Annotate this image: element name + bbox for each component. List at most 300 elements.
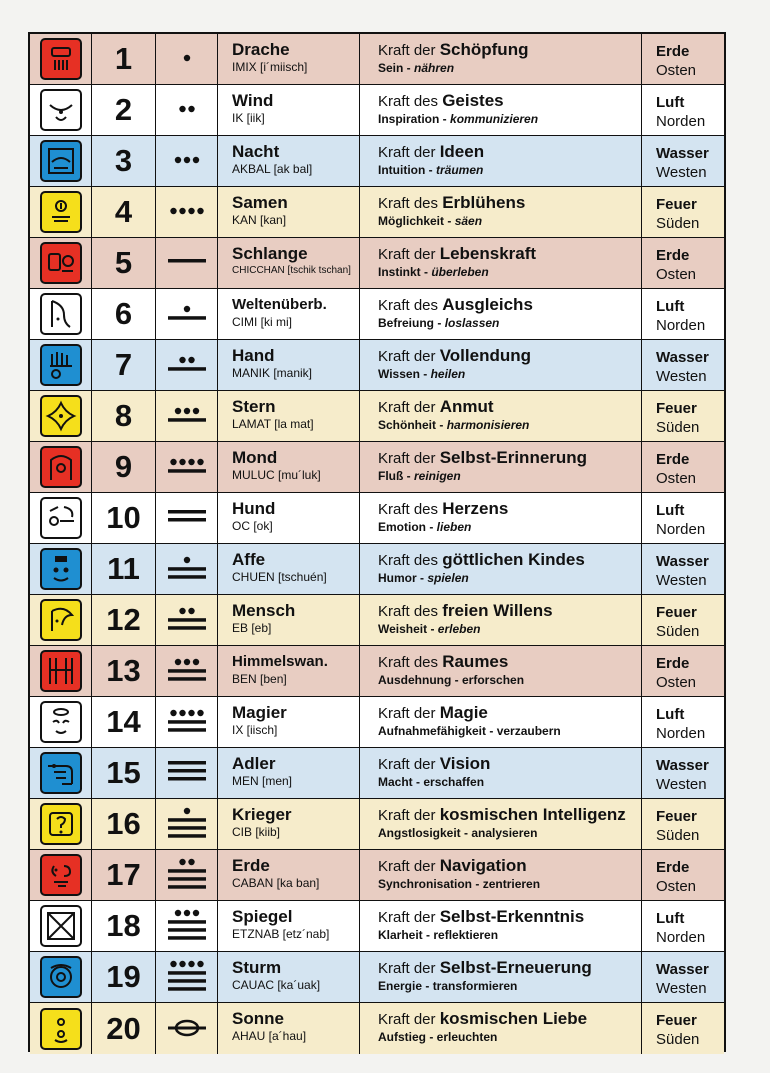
sign-pronunciation: CHICCHAN [tschik tschan] (232, 265, 351, 276)
sign-number: 15 (92, 748, 156, 798)
element-name: Erde (656, 859, 690, 876)
glyph-cell (30, 748, 92, 798)
power-prefix: Kraft des (378, 195, 439, 212)
power-quality: Fluß - reinigen (378, 469, 461, 483)
glyph-cell (30, 340, 92, 390)
sign-name-cell (218, 289, 360, 339)
sign-name: Wind (232, 91, 274, 110)
power-quality: Befreiung - loslassen (378, 316, 500, 330)
power-title (378, 805, 641, 825)
sign-pronunciation: KAN [kan] (232, 213, 287, 227)
action-verb: erleuchten (436, 1030, 498, 1044)
sign-row (30, 340, 724, 391)
element-name: Feuer (656, 604, 697, 621)
action-verb: loslassen (444, 316, 500, 330)
power-cell (360, 238, 642, 288)
sign-number: 13 (92, 646, 156, 696)
sign-number: 19 (92, 952, 156, 1002)
power-prefix: Kraft der (378, 705, 436, 722)
mirror-glyph-icon (40, 905, 82, 947)
element-cell (642, 238, 724, 288)
power-title (378, 1009, 641, 1029)
sign-row (30, 289, 724, 340)
direction-name: Westen (656, 980, 707, 997)
power-name: freien Willens (442, 601, 553, 620)
power-quality: Inspiration - kommunizieren (378, 112, 539, 126)
dot-bar-numeral (156, 187, 218, 237)
sign-name-cell (218, 901, 360, 951)
action-verb: spielen (427, 571, 469, 585)
element-name: Wasser (656, 961, 709, 978)
sign-number: 12 (92, 595, 156, 645)
sign-pronunciation: BEN [ben] (232, 672, 287, 686)
power-prefix: Kraft des (378, 654, 439, 671)
power-title (378, 652, 641, 672)
element-name: Luft (656, 94, 685, 111)
sign-row (30, 85, 724, 136)
power-prefix: Kraft des (378, 93, 439, 110)
power-title (378, 244, 641, 264)
power-prefix: Kraft der (378, 960, 436, 977)
power-title (378, 448, 641, 468)
dot-bar-numeral (156, 850, 218, 900)
sign-pronunciation: EB [eb] (232, 621, 272, 635)
power-name: Ideen (439, 142, 485, 161)
sign-row (30, 850, 724, 901)
action-verb: träumen (436, 163, 484, 177)
skywalker-glyph-icon (40, 650, 82, 692)
action-verb: nähren (414, 61, 455, 75)
mayan-signs-table (28, 32, 726, 1052)
quality-word: Intuition (378, 163, 426, 177)
power-name: Lebenskraft (439, 244, 537, 263)
sign-name-cell (218, 85, 360, 135)
power-quality: Instinkt - überleben (378, 265, 489, 279)
action-verb: kommunizieren (450, 112, 539, 126)
direction-name: Westen (656, 572, 707, 589)
element-name: Feuer (656, 808, 697, 825)
power-prefix: Kraft des (378, 603, 439, 620)
element-cell (642, 850, 724, 900)
sign-name-cell (218, 850, 360, 900)
glyph-cell (30, 697, 92, 747)
element-cell (642, 748, 724, 798)
power-title (378, 346, 641, 366)
sign-number: 1 (92, 34, 156, 84)
action-verb: erschaffen (423, 775, 485, 789)
power-cell (360, 595, 642, 645)
power-prefix: Kraft der (378, 909, 436, 926)
sign-row (30, 238, 724, 289)
sign-pronunciation: IK [iik] (232, 111, 265, 125)
dot-bar-numeral (156, 340, 218, 390)
sign-row (30, 1003, 724, 1054)
power-title (378, 40, 641, 60)
direction-name: Süden (656, 215, 700, 232)
power-cell (360, 952, 642, 1002)
dot-bar-numeral (156, 136, 218, 186)
quality-word: Fluß (378, 469, 404, 483)
sign-name-cell (218, 646, 360, 696)
sign-row (30, 391, 724, 442)
dot-bar-numeral (156, 799, 218, 849)
power-cell (360, 850, 642, 900)
action-verb: reflektieren (433, 928, 499, 942)
quality-word: Energie (378, 979, 423, 993)
sign-pronunciation: IMIX [i´miisch] (232, 60, 308, 74)
power-quality: Intuition - träumen (378, 163, 484, 177)
quality-word: Schönheit (378, 418, 437, 432)
power-title (378, 856, 641, 876)
direction-name: Süden (656, 419, 700, 436)
glyph-cell (30, 289, 92, 339)
element-cell (642, 1003, 724, 1054)
direction-name: Norden (656, 317, 706, 334)
element-cell (642, 952, 724, 1002)
power-quality: Emotion - lieben (378, 520, 472, 534)
power-quality: Wissen - heilen (378, 367, 466, 381)
quality-word: Befreiung (378, 316, 435, 330)
power-title (378, 397, 641, 417)
power-quality: Aufnahmefähigkeit - verzaubern (378, 724, 561, 738)
glyph-cell (30, 187, 92, 237)
power-name: Erblühens (442, 193, 526, 212)
power-cell (360, 289, 642, 339)
power-title (378, 601, 641, 621)
sign-number: 17 (92, 850, 156, 900)
element-name: Wasser (656, 757, 709, 774)
direction-name: Osten (656, 674, 697, 691)
glyph-cell (30, 442, 92, 492)
sign-row (30, 544, 724, 595)
dragon-glyph-icon (40, 38, 82, 80)
power-title (378, 295, 641, 315)
power-title (378, 907, 641, 927)
power-name: göttlichen Kindes (442, 550, 585, 569)
sign-pronunciation: ETZNAB [etz´nab] (232, 927, 330, 941)
sign-name-cell (218, 340, 360, 390)
sign-row (30, 442, 724, 493)
sign-pronunciation: CAUAC [ka´uak] (232, 978, 321, 992)
power-title (378, 958, 641, 978)
sign-name: Hund (232, 499, 276, 518)
power-quality: Macht - erschaffen (378, 775, 485, 789)
night-glyph-icon (40, 140, 82, 182)
sign-row (30, 952, 724, 1003)
direction-name: Norden (656, 929, 706, 946)
sign-row (30, 646, 724, 697)
sign-name: Hand (232, 346, 275, 365)
element-name: Feuer (656, 400, 697, 417)
action-verb: heilen (430, 367, 466, 381)
direction-name: Süden (656, 1031, 700, 1048)
power-quality: Ausdehnung - erforschen (378, 673, 525, 687)
power-name: Magie (439, 703, 488, 722)
action-verb: analysieren (471, 826, 538, 840)
sign-pronunciation: CHUEN [tschuén] (232, 570, 327, 584)
power-name: Vollendung (439, 346, 531, 365)
glyph-cell (30, 85, 92, 135)
power-prefix: Kraft der (378, 246, 436, 263)
dot-bar-numeral (156, 238, 218, 288)
power-quality: Aufstieg - erleuchten (378, 1030, 498, 1044)
sign-pronunciation: MANIK [manik] (232, 366, 313, 380)
quality-word: Aufstieg (378, 1030, 426, 1044)
direction-name: Osten (656, 878, 697, 895)
action-verb: transformieren (432, 979, 518, 993)
direction-name: Osten (656, 62, 697, 79)
power-prefix: Kraft der (378, 348, 436, 365)
sign-number: 9 (92, 442, 156, 492)
dot-bar-numeral (156, 952, 218, 1002)
quality-word: Aufnahmefähigkeit (378, 724, 487, 738)
sign-number: 3 (92, 136, 156, 186)
element-name: Luft (656, 706, 685, 723)
power-cell (360, 136, 642, 186)
element-name: Luft (656, 910, 685, 927)
power-quality: Schönheit - harmonisieren (378, 418, 530, 432)
glyph-cell (30, 493, 92, 543)
sign-number: 4 (92, 187, 156, 237)
sign-row (30, 595, 724, 646)
power-quality: Möglichkeit - säen (378, 214, 483, 228)
sign-pronunciation: CIMI [ki mi] (232, 315, 292, 329)
dot-bar-numeral (156, 289, 218, 339)
direction-name: Norden (656, 521, 706, 538)
element-cell (642, 34, 724, 84)
direction-name: Westen (656, 368, 707, 385)
power-name: Schöpfung (439, 40, 529, 59)
wind-glyph-icon (40, 89, 82, 131)
power-name: Raumes (442, 652, 509, 671)
quality-word: Inspiration (378, 112, 440, 126)
sign-name-cell (218, 136, 360, 186)
power-quality: Humor - spielen (378, 571, 469, 585)
power-quality: Angstlosigkeit - analysieren (378, 826, 538, 840)
power-name: Ausgleichs (442, 295, 533, 314)
sign-name: Himmelswan. (232, 653, 328, 670)
sign-name-cell (218, 952, 360, 1002)
power-quality: Energie - transformieren (378, 979, 518, 993)
quality-word: Möglichkeit (378, 214, 445, 228)
power-title (378, 703, 641, 723)
action-verb: erleben (437, 622, 481, 636)
sign-pronunciation: IX [iisch] (232, 723, 278, 737)
element-name: Erde (656, 247, 690, 264)
element-cell (642, 85, 724, 135)
sign-name-cell (218, 748, 360, 798)
element-name: Luft (656, 298, 685, 315)
action-verb: reinigen (414, 469, 461, 483)
power-cell (360, 187, 642, 237)
sign-name-cell (218, 697, 360, 747)
element-name: Wasser (656, 145, 709, 162)
sign-pronunciation: LAMAT [la mat] (232, 417, 314, 431)
power-cell (360, 646, 642, 696)
element-cell (642, 442, 724, 492)
element-cell (642, 697, 724, 747)
sign-name: Adler (232, 754, 276, 773)
sign-row (30, 187, 724, 238)
sign-name: Erde (232, 856, 270, 875)
dot-bar-numeral (156, 85, 218, 135)
direction-name: Osten (656, 470, 697, 487)
element-name: Feuer (656, 196, 697, 213)
power-name: Vision (439, 754, 491, 773)
quality-word: Klarheit (378, 928, 423, 942)
sign-name: Stern (232, 397, 276, 416)
quality-word: Ausdehnung (378, 673, 452, 687)
element-cell (642, 646, 724, 696)
quality-word: Emotion (378, 520, 426, 534)
sign-name: Samen (232, 193, 288, 212)
element-name: Wasser (656, 553, 709, 570)
sign-name: Mond (232, 448, 278, 467)
power-quality: Sein - nähren (378, 61, 455, 75)
power-cell (360, 1003, 642, 1054)
power-prefix: Kraft der (378, 450, 436, 467)
quality-word: Weisheit (378, 622, 428, 636)
worldbridger-glyph-icon (40, 293, 82, 335)
sign-name: Mensch (232, 601, 296, 620)
power-cell (360, 493, 642, 543)
power-prefix: Kraft des (378, 501, 439, 518)
power-cell (360, 85, 642, 135)
quality-word: Macht (378, 775, 413, 789)
quality-word: Wissen (378, 367, 420, 381)
action-verb: zentrieren (482, 877, 541, 891)
sign-pronunciation: AKBAL [ak bal] (232, 162, 313, 176)
direction-name: Süden (656, 623, 700, 640)
sign-name-cell (218, 1003, 360, 1054)
power-prefix: Kraft der (378, 1011, 436, 1028)
element-cell (642, 391, 724, 441)
sign-row (30, 136, 724, 187)
sign-number: 14 (92, 697, 156, 747)
power-cell (360, 391, 642, 441)
quality-word: Humor (378, 571, 417, 585)
power-name: kosmischen Intelligenz (439, 805, 626, 824)
power-prefix: Kraft der (378, 42, 436, 59)
power-prefix: Kraft der (378, 144, 436, 161)
sign-row (30, 34, 724, 85)
quality-word: Sein (378, 61, 404, 75)
power-name: Selbst-Erkenntnis (439, 907, 585, 926)
dot-bar-numeral (156, 544, 218, 594)
power-name: Anmut (439, 397, 494, 416)
element-cell (642, 799, 724, 849)
action-verb: lieben (436, 520, 472, 534)
sun-glyph-icon (40, 1008, 82, 1050)
sign-number: 5 (92, 238, 156, 288)
action-verb: verzaubern (496, 724, 561, 738)
power-cell (360, 799, 642, 849)
sign-pronunciation: MEN [men] (232, 774, 293, 788)
sign-name-cell (218, 799, 360, 849)
star-glyph-icon (40, 395, 82, 437)
dot-bar-numeral (156, 748, 218, 798)
sign-name: Spiegel (232, 907, 293, 926)
seed-glyph-icon (40, 191, 82, 233)
power-cell (360, 442, 642, 492)
glyph-cell (30, 238, 92, 288)
direction-name: Norden (656, 725, 706, 742)
element-cell (642, 544, 724, 594)
human-glyph-icon (40, 599, 82, 641)
element-cell (642, 901, 724, 951)
sign-row (30, 697, 724, 748)
sign-name-cell (218, 187, 360, 237)
glyph-cell (30, 952, 92, 1002)
power-name: Selbst-Erneuerung (439, 958, 592, 977)
dot-bar-numeral (156, 1003, 218, 1054)
sign-name-cell (218, 442, 360, 492)
power-name: Navigation (439, 856, 527, 875)
glyph-cell (30, 646, 92, 696)
power-title (378, 550, 641, 570)
sign-name: Drache (232, 40, 290, 59)
direction-name: Osten (656, 266, 697, 283)
dot-bar-numeral (156, 391, 218, 441)
sign-name-cell (218, 34, 360, 84)
element-name: Luft (656, 502, 685, 519)
sign-name: Sturm (232, 958, 282, 977)
element-name: Feuer (656, 1012, 697, 1029)
dot-bar-numeral (156, 34, 218, 84)
element-name: Erde (656, 451, 690, 468)
action-verb: erforschen (462, 673, 525, 687)
power-name: Herzens (442, 499, 509, 518)
wizard-glyph-icon (40, 701, 82, 743)
storm-glyph-icon (40, 956, 82, 998)
sign-number: 10 (92, 493, 156, 543)
sign-pronunciation: CABAN [ka ban] (232, 876, 320, 890)
sign-name: Magier (232, 703, 287, 722)
glyph-cell (30, 136, 92, 186)
power-cell (360, 748, 642, 798)
power-cell (360, 901, 642, 951)
sign-pronunciation: CIB [kiib] (232, 825, 281, 839)
element-cell (642, 595, 724, 645)
element-cell (642, 340, 724, 390)
direction-name: Süden (656, 827, 700, 844)
power-cell (360, 34, 642, 84)
warrior-glyph-icon (40, 803, 82, 845)
sign-row (30, 748, 724, 799)
quality-word: Angstlosigkeit (378, 826, 461, 840)
quality-word: Synchronisation (378, 877, 473, 891)
glyph-cell (30, 595, 92, 645)
power-prefix: Kraft des (378, 297, 439, 314)
action-verb: überleben (431, 265, 489, 279)
power-prefix: Kraft der (378, 756, 436, 773)
sign-number: 18 (92, 901, 156, 951)
power-cell (360, 544, 642, 594)
power-prefix: Kraft des (378, 552, 439, 569)
sign-name-cell (218, 544, 360, 594)
sign-number: 6 (92, 289, 156, 339)
action-verb: säen (454, 214, 483, 228)
glyph-cell (30, 391, 92, 441)
serpent-glyph-icon (40, 242, 82, 284)
sign-pronunciation: OC [ok] (232, 519, 273, 533)
power-title (378, 193, 641, 213)
power-title (378, 91, 641, 111)
direction-name: Westen (656, 776, 707, 793)
sign-number: 11 (92, 544, 156, 594)
dot-bar-numeral (156, 646, 218, 696)
moon-glyph-icon (40, 446, 82, 488)
